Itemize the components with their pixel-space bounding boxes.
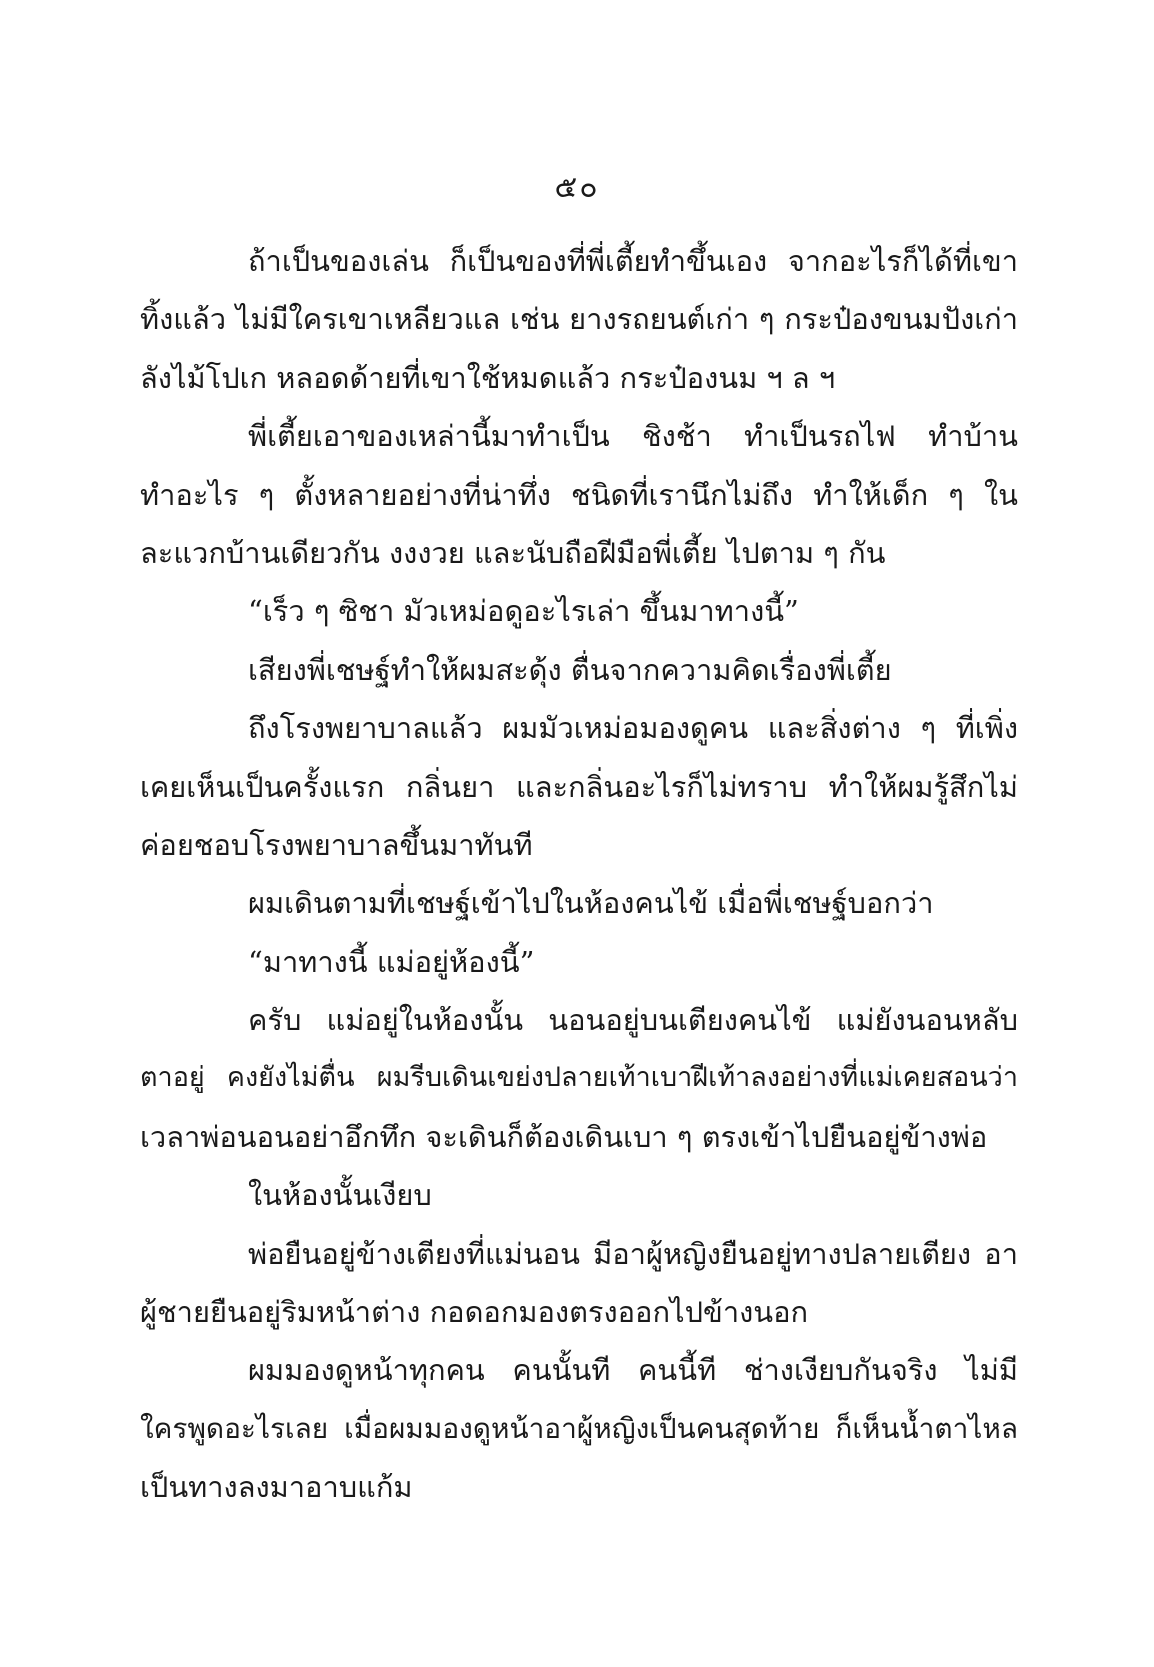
text-line: พ่อยืนอยู่ข้างเตียงที่แม่นอน มีอาผู้หญิงยืนอยู่ทางปลายเตียง อา	[248, 1236, 1018, 1271]
text-line: เวลาพ่อนอนอย่าอึกทึก จะเดินก็ต้องเดินเบา ๆ ตรงเข้าไปยืนอยู่ข้างพ่อ	[140, 1119, 988, 1154]
text-line: “เร็ว ๆ ซิชา มัวเหม่อดูอะไรเล่า ขึ้นมาทางนี้”	[248, 594, 799, 629]
text-line: ตาอยู่ คงยังไม่ตื่น ผมรีบเดินเขย่งปลายเท้าเบาฝีเท้าลงอย่างที่แม่เคยสอนว่า	[140, 1062, 1018, 1094]
text-line: ลังไม้โปเก หลอดด้ายที่เขาใช้หมดแล้ว กระป๋องนม ฯ ล ฯ	[140, 360, 836, 395]
text-line: ใครพูดอะไรเลย เมื่อผมมองดูหน้าอาผู้หญิงเป็นคนสุดท้าย ก็เห็นน้ำตาไหล	[140, 1411, 1018, 1445]
text-line: ค่อยชอบโรงพยาบาลขึ้นมาทันที	[140, 827, 533, 862]
text-line: ทิ้งแล้ว ไม่มีใครเขาเหลียวแล เช่น ยางรถยนต์เก่า ๆ กระป๋องขนมปังเก่า	[140, 302, 1018, 337]
text-line: ละแวกบ้านเดียวกัน งงงวย และนับถือฝีมือพี่เตี้ย ไปตาม ๆ กัน	[140, 535, 886, 570]
text-line: เป็นทางลงมาอาบแก้ม	[140, 1470, 413, 1505]
text-line: เคยเห็นเป็นครั้งแรก กลิ่นยา และกลิ่นอะไรก็ไม่ทราบ ทำให้ผมรู้สึกไม่	[140, 769, 1018, 804]
text-line: ถึงโรงพยาบาลแล้ว ผมมัวเหม่อมองดูคน และสิ่งต่าง ๆ ที่เพิ่ง	[248, 711, 1018, 746]
text-line: ทำอะไร ๆ ตั้งหลายอย่างที่น่าทึ่ง ชนิดที่เรานึกไม่ถึง ทำให้เด็ก ๆ ใน	[140, 477, 1018, 512]
text-line: ผมเดินตามที่เชษฐ์เข้าไปในห้องคนไข้ เมื่อพี่เชษฐ์บอกว่า	[248, 886, 934, 921]
text-line: “มาทางนี้ แม่อยู่ห้องนี้”	[248, 944, 535, 979]
page-number: ๕๐	[554, 170, 600, 205]
text-line: ครับ แม่อยู่ในห้องนั้น นอนอยู่บนเตียงคนไข้ แม่ยังนอนหลับ	[248, 1003, 1018, 1038]
body-text	[140, 232, 1018, 1517]
text-line: ถ้าเป็นของเล่น ก็เป็นของที่พี่เตี้ยทำขึ้นเอง จากอะไรก็ได้ที่เขา	[248, 244, 1018, 278]
text-line: ผมมองดูหน้าทุกคน คนนั้นที คนนี้ที ช่างเงียบกันจริง ไม่มี	[248, 1353, 1018, 1388]
text-line: พี่เตี้ยเอาของเหล่านี้มาทำเป็น ชิงช้า ทำเป็นรถไฟ ทำบ้าน	[248, 419, 1018, 454]
text-line: ในห้องนั้นเงียบ	[248, 1178, 432, 1213]
text-line: ผู้ชายยืนอยู่ริมหน้าต่าง กอดอกมองตรงออกไปข้างนอก	[140, 1295, 809, 1330]
text-line: เสียงพี่เชษฐ์ทำให้ผมสะดุ้ง ตื่นจากความคิดเรื่องพี่เตี้ย	[248, 652, 892, 687]
